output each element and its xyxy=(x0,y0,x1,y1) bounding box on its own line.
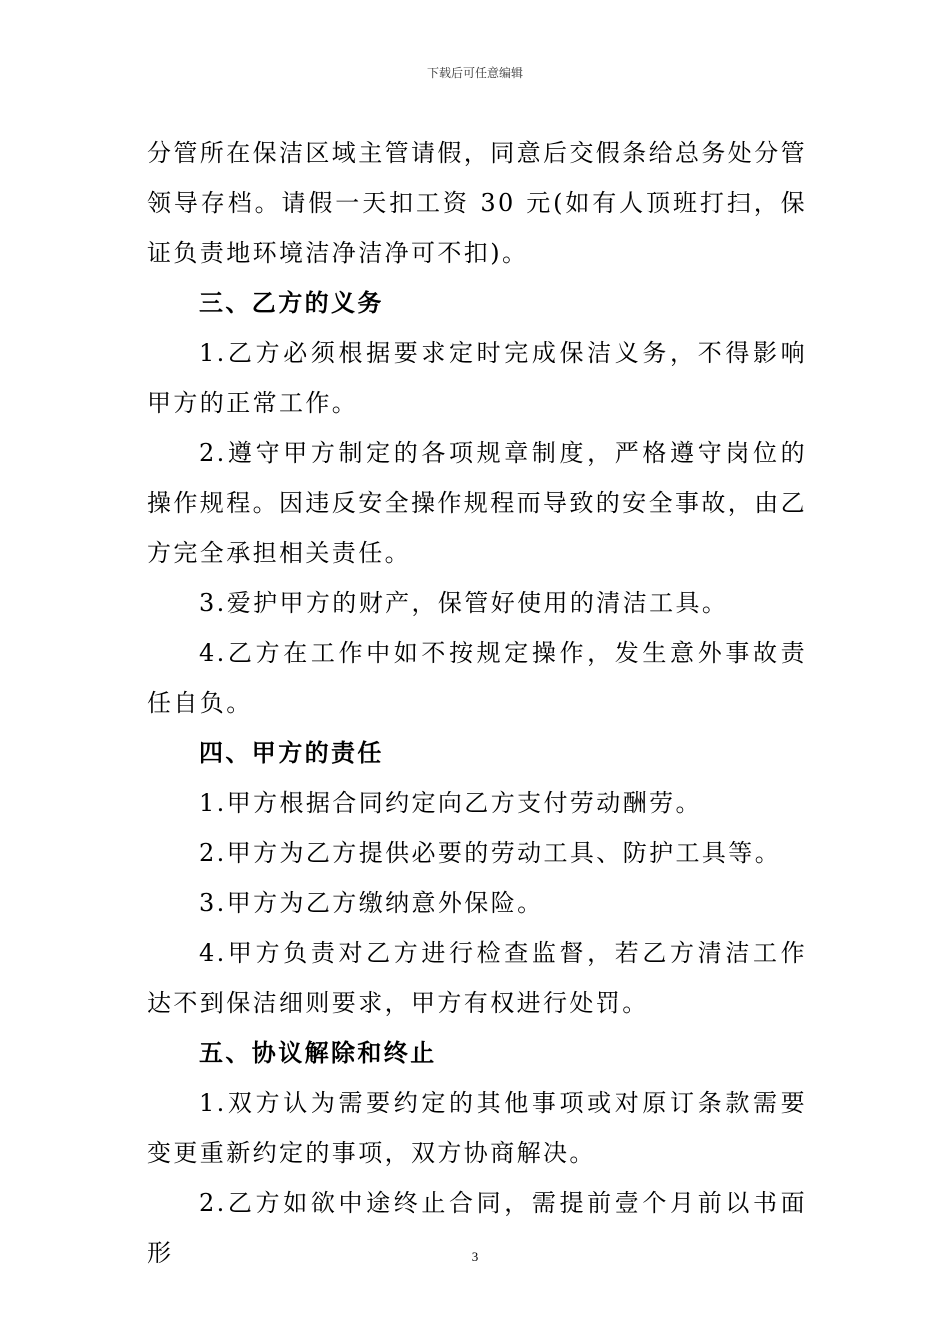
clause-4-1: 1.甲方根据合同约定向乙方支付劳动酬劳。 xyxy=(199,789,702,817)
section-heading-3: 三、乙方的义务 xyxy=(199,288,384,317)
page-header: 下载后可任意编辑 xyxy=(426,66,523,80)
clause-4-3: 3.甲方为乙方缴纳意外保险。 xyxy=(199,889,544,917)
page-number: 3 xyxy=(471,1249,479,1264)
clause-3-1: 1.乙方必须根据要求定时完成保洁义务，不得影响甲方的正常工作。 xyxy=(147,339,807,417)
clause-5-1: 1.双方认为需要约定的其他事项或对原订条款需要变更重新约定的事项，双方协商解决。 xyxy=(147,1089,807,1167)
clause-4-2: 2.甲方为乙方提供必要的劳动工具、防护工具等。 xyxy=(199,839,782,867)
clause-5-2: 2.乙方如欲中途终止合同，需提前壹个月前以书面形 xyxy=(147,1189,807,1267)
paragraph-continuation: 分管所在保洁区域主管请假，同意后交假条给总务处分管领导存档。请假一天扣工资 30 元(如有人顶班打扫，保证负责地环境洁净洁净可不扣)。 xyxy=(147,139,807,267)
document-body xyxy=(147,128,807,1278)
clause-3-4: 4.乙方在工作中如不按规定操作，发生意外事故责任自负。 xyxy=(147,639,807,717)
clause-3-3: 3.爱护甲方的财产，保管好使用的清洁工具。 xyxy=(199,589,729,617)
clause-4-4: 4.甲方负责对乙方进行检查监督，若乙方清洁工作达不到保洁细则要求，甲方有权进行处罚。 xyxy=(147,939,807,1017)
section-heading-4: 四、甲方的责任 xyxy=(199,738,384,767)
section-heading-5: 五、协议解除和终止 xyxy=(199,1038,437,1067)
clause-3-2: 2.遵守甲方制定的各项规章制度，严格遵守岗位的操作规程。因违反安全操作规程而导致的安全事故，由乙方完全承担相关责任。 xyxy=(147,439,807,567)
